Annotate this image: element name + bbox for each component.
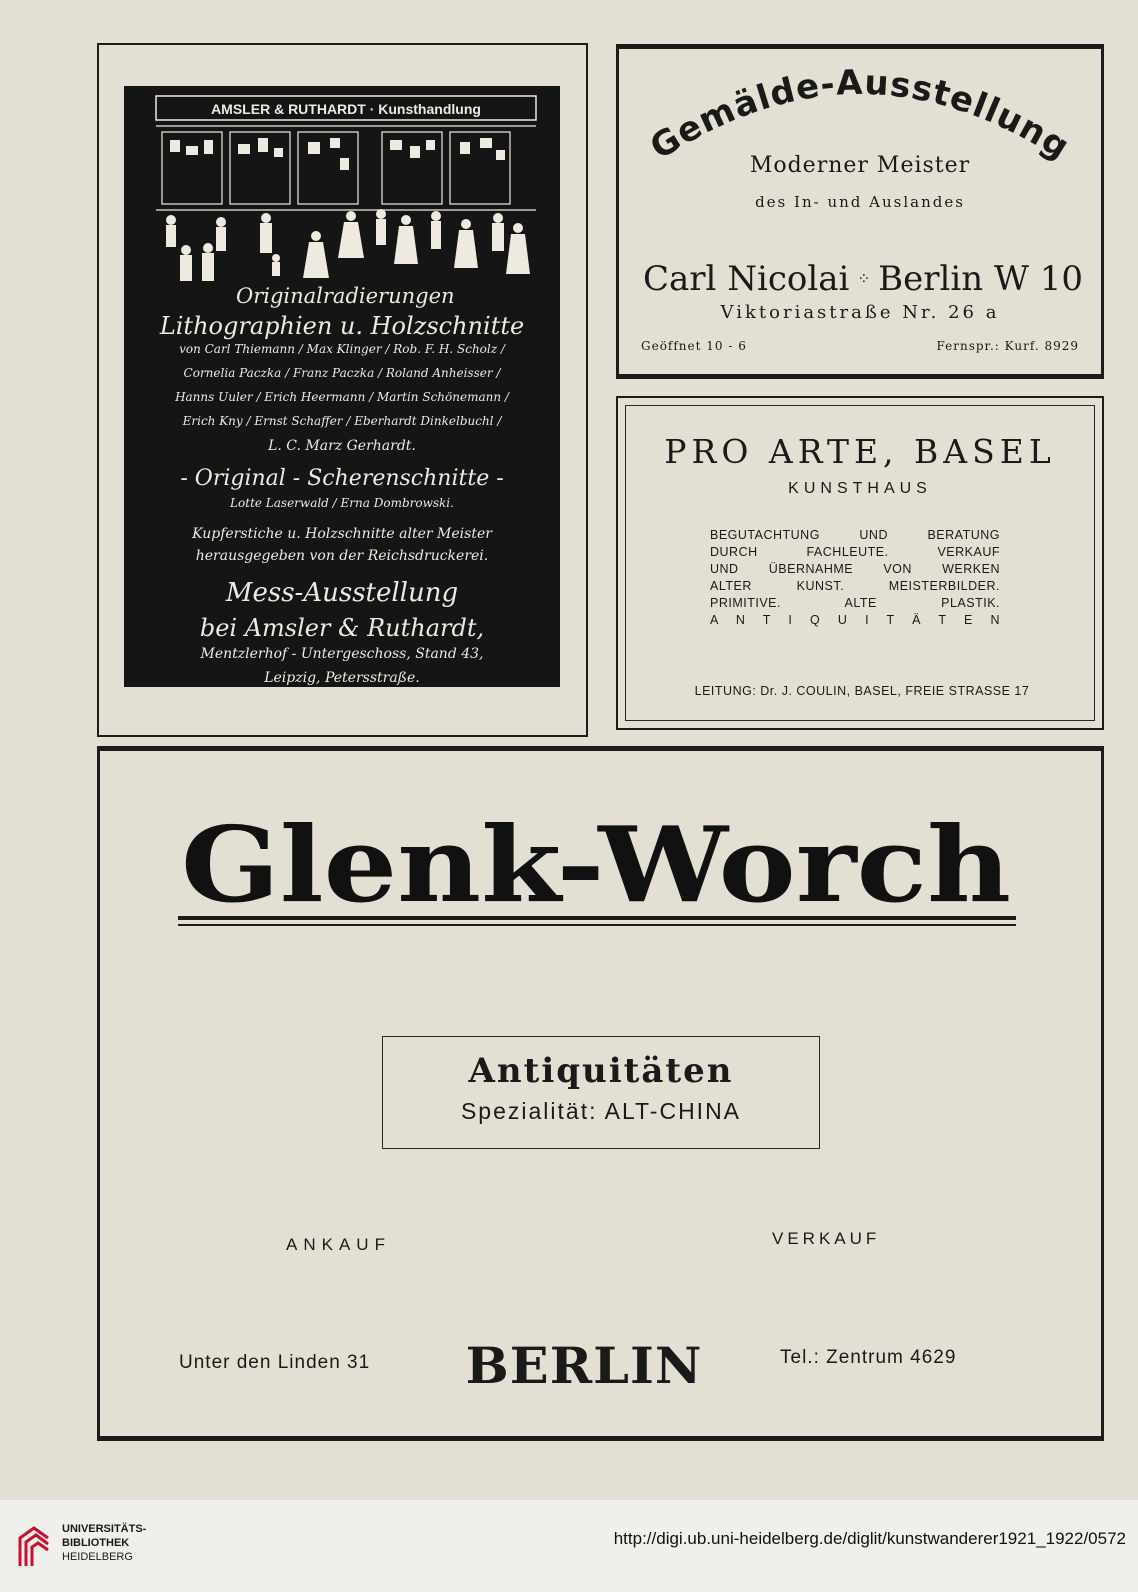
svg-text:Gemälde-Ausstellung — [643, 63, 1076, 168]
woodcut-line: herausgegeben von der Reichsdruckerei. — [195, 548, 489, 564]
glenk-city: BERLIN — [465, 1336, 703, 1395]
gemaelde-address: Viktoriastraße Nr. 26 a — [720, 302, 1000, 323]
advert-gemaelde-ausstellung — [616, 44, 1104, 379]
gallery-name: Carl Nicolai — [643, 259, 850, 299]
advert-amsler-ruthardt — [97, 43, 588, 737]
ankauf-label: ANKAUF — [286, 1235, 391, 1254]
services-line: BEGUTACHTUNG UND BERATUNG — [710, 528, 1000, 542]
glenk-phone: Tel.: Zentrum 4629 — [780, 1347, 957, 1368]
library-name-line: BIBLIOTHEK — [62, 1537, 130, 1549]
gemaelde-headline: Gemälde-Ausstellung — [643, 62, 1077, 168]
shop-sign: AMSLER & RUTHARDT · Kunsthandlung — [211, 101, 481, 117]
services-line: A N T I Q U I T Ä T E N — [710, 613, 1000, 627]
woodcut-line: Erich Kny / Ernst Schaffer / Eberhardt Dinkelbuchl / — [182, 414, 502, 428]
glenk-worch-title — [176, 813, 1016, 913]
box-subtitle: Spezialität: ALT-CHINA — [460, 1098, 742, 1124]
woodcut-line: Mess-Ausstellung — [225, 578, 459, 608]
title-rule — [178, 916, 1016, 920]
antiquitaeten-box — [382, 1036, 820, 1149]
gemaelde-subtitle-2: des In- und Auslandes — [755, 193, 965, 211]
gemaelde-hours: Geöffnet 10 - 6 — [641, 339, 747, 353]
library-name — [62, 1522, 146, 1564]
woodcut-line: bei Amsler & Ruthardt, — [199, 614, 485, 642]
woodcut-line: von Carl Thiemann / Max Klinger / Rob. F. H. Scholz / — [179, 342, 505, 356]
gallery-city: Berlin W 10 — [878, 259, 1083, 299]
library-logo-icon — [14, 1522, 54, 1570]
woodcut-line: Hanns Uuler / Erich Heermann / Martin Schönemann / — [175, 390, 509, 404]
glenk-title-text: Glenk-Worch — [181, 813, 1012, 913]
shop-front-illustration — [126, 88, 558, 288]
services-line: ALTER KUNST. MEISTERBILDER. — [710, 579, 1000, 593]
permalink-url[interactable]: http://digi.ub.uni-heidelberg.de/diglit/kunstwanderer1921_1922/0572 — [613, 1529, 1126, 1548]
woodcut-line: Leipzig, Petersstraße. — [264, 670, 420, 686]
proarte-services — [710, 527, 1000, 629]
proarte-title: PRO ARTE, BASEL — [664, 432, 1056, 471]
woodcut-line: Mentzlerhof - Untergeschoss, Stand 43, — [200, 646, 484, 662]
woodcut-line: Lithographien u. Holzschnitte — [159, 312, 525, 340]
woodcut-illustration — [124, 86, 560, 687]
services-line: UND ÜBERNAHME VON WERKEN — [710, 562, 1000, 576]
box-title: Antiquitäten — [468, 1051, 734, 1091]
advert-pro-arte — [616, 396, 1104, 730]
woodcut-line: Originalradierungen — [236, 284, 455, 308]
woodcut-lettering — [126, 284, 558, 694]
library-name-line: HEIDELBERG — [62, 1551, 133, 1563]
woodcut-line: L. C. Marz Gerhardt. — [268, 438, 416, 454]
gemaelde-phone: Fernspr.: Kurf. 8929 — [936, 339, 1079, 353]
separator-glyph: ⁘ — [857, 269, 871, 288]
inner-frame — [625, 405, 1095, 721]
library-name-line: UNIVERSITÄTS- — [62, 1523, 147, 1535]
services-line: DURCH FACHLEUTE. VERKAUF — [710, 545, 1000, 559]
woodcut-line: Cornelia Paczka / Franz Paczka / Roland Anheisser / — [183, 366, 501, 380]
proarte-subtitle: KUNSTHAUS — [788, 480, 932, 497]
woodcut-line: Kupferstiche u. Holzschnitte alter Meister — [192, 526, 492, 542]
gemaelde-gallery-line — [643, 259, 1083, 299]
verkauf-label: VERKAUF — [772, 1229, 881, 1248]
woodcut-line: - Original - Scherenschnitte - — [180, 466, 504, 491]
proarte-leitung: LEITUNG: Dr. J. COULIN, BASEL, FREIE STRASSE 17 — [694, 684, 1030, 698]
viewer-footer — [0, 1500, 1138, 1592]
services-line: PRIMITIVE. ALTE PLASTIK. — [710, 596, 1000, 610]
title-rule-thin — [178, 924, 1016, 926]
gemaelde-subtitle: Moderner Meister — [749, 153, 971, 178]
glenk-address: Unter den Linden 31 — [179, 1352, 371, 1373]
advert-glenk-worch — [97, 746, 1104, 1441]
woodcut-line: Lotte Laserwald / Erna Dombrowski. — [230, 496, 454, 510]
